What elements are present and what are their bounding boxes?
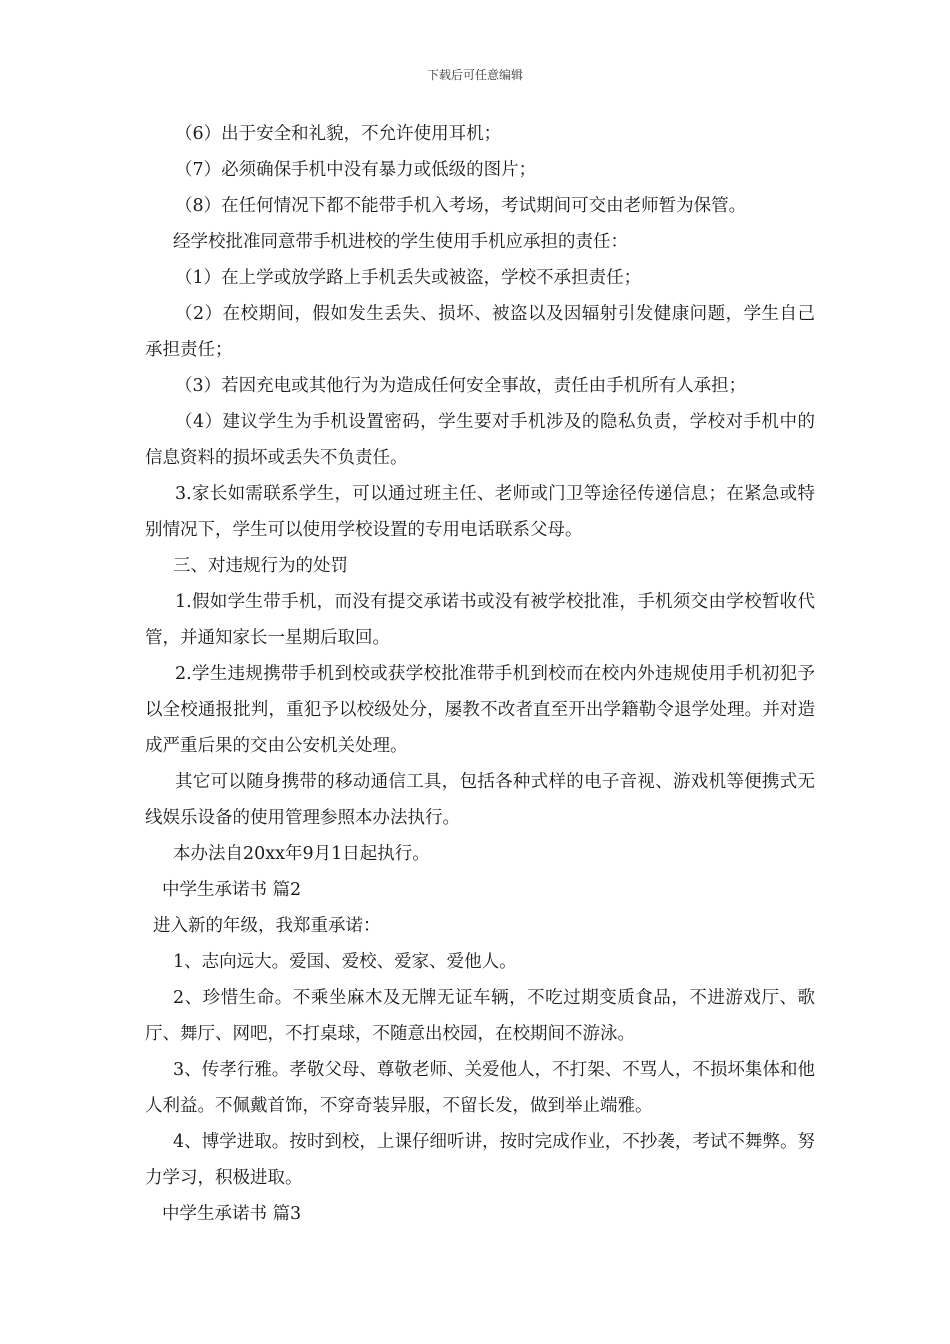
paragraph-pledge-intro: 进入新的年级，我郑重承诺： (153, 916, 381, 936)
page-header-note: 下载后可任意编辑 (426, 68, 523, 82)
paragraph-pledge-2: 2、珍惜生命。不乘坐麻木及无牌无证车辆，不吃过期变质食品，不进游戏厅、歌厅、舞厅、网吧，不打桌球，不随意出校园，在校期间不游泳。 (145, 988, 815, 1044)
paragraph-other-devices: 其它可以随身携带的移动通信工具，包括各种式样的电子音视、游戏机等便携式无线娱乐设备的使用管理参照本办法执行。 (145, 772, 815, 828)
paragraph-penalty-2: 2.学生违规携带手机到校或获学校批准带手机到校而在校内外违规使用手机初犯予以全校通报批判，重犯予以校级处分，屡教不改者直至开出学籍勒令退学处理。并对造成严重后果的交由公安机关处理。 (145, 664, 815, 756)
paragraph-responsibility-2: （2）在校期间，假如发生丢失、损坏、被盗以及因辐射引发健康问题，学生自己承担责任； (145, 304, 815, 360)
paragraph-rule-7: （7）必须确保手机中没有暴力或低级的图片； (175, 160, 537, 180)
paragraph-responsibility-4: （4）建议学生为手机设置密码，学生要对手机涉及的隐私负责，学校对手机中的信息资料的损坏或丢失不负责任。 (145, 412, 815, 468)
paragraph-responsibility-3: （3）若因充电或其他行为为造成任何安全事故，责任由手机所有人承担； (175, 376, 747, 396)
paragraph-penalty-1: 1.假如学生带手机，而没有提交承诺书或没有被学校批准，手机须交由学校暂收代管，并通知家长一星期后取回。 (145, 592, 815, 648)
paragraph-rule-6: （6）出于安全和礼貌，不允许使用耳机； (175, 124, 502, 144)
heading-pledge-3: 中学生承诺书 篇3 (162, 1204, 302, 1224)
heading-pledge-2: 中学生承诺书 篇2 (162, 880, 302, 900)
paragraph-pledge-1: 1、志向远大。爱国、爱校、爱家、爱他人。 (173, 952, 517, 972)
document-body (145, 116, 815, 1232)
paragraph-parent-contact: 3.家长如需联系学生，可以通过班主任、老师或门卫等途径传递信息；在紧急或特别情况下，学生可以使用学校设置的专用电话联系父母。 (145, 484, 815, 540)
paragraph-pledge-3: 3、传孝行雅。孝敬父母、尊敬老师、关爱他人，不打架、不骂人，不损坏集体和他人利益。不佩戴首饰，不穿奇装异服，不留长发，做到举止端雅。 (145, 1060, 815, 1116)
paragraph-effective-date: 本办法自20xx年9月1日起执行。 (173, 844, 430, 864)
section-heading-penalties: 三、对违规行为的处罚 (173, 556, 348, 576)
paragraph-pledge-4: 4、博学进取。按时到校，上课仔细听讲，按时完成作业，不抄袭，考试不舞弊。努力学习，积极进取。 (145, 1132, 815, 1188)
paragraph-rule-8: （8）在任何情况下都不能带手机入考场，考试期间可交由老师暂为保管。 (175, 196, 747, 216)
paragraph-responsibility-1: （1）在上学或放学路上手机丢失或被盗，学校不承担责任； (175, 268, 642, 288)
paragraph-responsibility-intro: 经学校批准同意带手机进校的学生使用手机应承担的责任： (173, 232, 628, 252)
